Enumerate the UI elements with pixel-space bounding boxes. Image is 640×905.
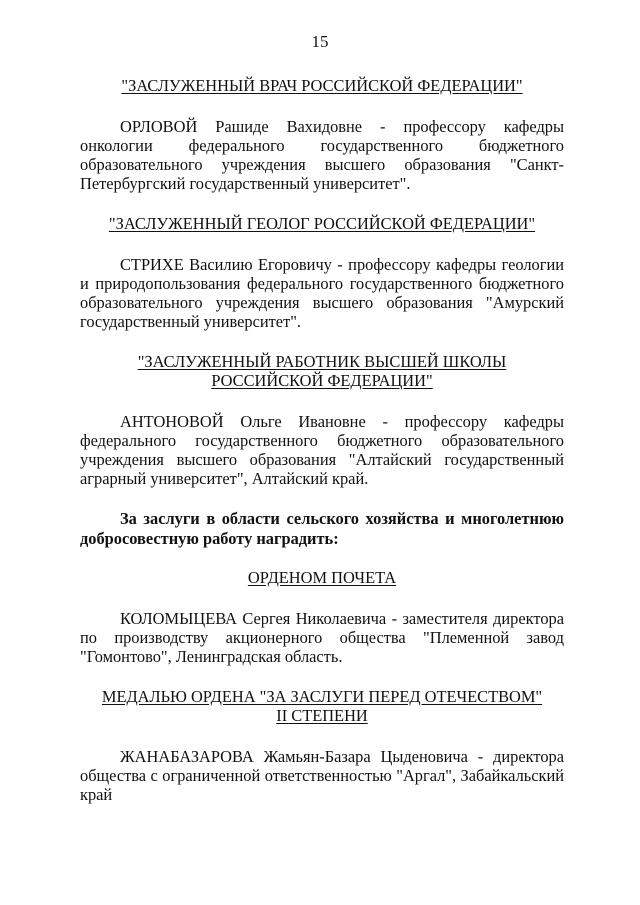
award-heading-line: II СТЕПЕНИ xyxy=(276,706,368,725)
award-heading-order-of-honor: ОРДЕНОМ ПОЧЕТА xyxy=(247,568,397,587)
section-text-honored-doctor: ОРЛОВОЙ Рашиде Вахидовне - профессору кафедры онкологии федерального государственного бюджетного образовательного учреждения высшего образования "Санкт-Петербургский государственный университет". xyxy=(80,117,564,193)
section-heading-honored-geologist: "ЗАСЛУЖЕННЫЙ ГЕОЛОГ РОССИЙСКОЙ ФЕДЕРАЦИИ" xyxy=(108,214,536,233)
award-text-order-of-honor: КОЛОМЫЦЕВА Сергея Николаевича - заместителя директора по производству акционерного общества "Племенной завод "Гомонтово", Ленинградская область. xyxy=(80,609,564,666)
section-text-honored-higher-school: АНТОНОВОЙ Ольге Ивановне - профессору кафедры федерального государственного бюджетного образовательного учреждения высшего образования "Алтайский государственный аграрный университет", Алтайский край. xyxy=(80,412,564,488)
section-heading-line: РОССИЙСКОЙ ФЕДЕРАЦИИ" xyxy=(211,371,433,390)
award-heading-line: МЕДАЛЬЮ ОРДЕНА "ЗА ЗАСЛУГИ ПЕРЕД ОТЕЧЕСТВОМ" xyxy=(101,687,543,706)
document-body xyxy=(80,76,564,825)
award-heading-medal-fatherland xyxy=(80,687,564,725)
section-heading-line: "ЗАСЛУЖЕННЫЙ РАБОТНИК ВЫСШЕЙ ШКОЛЫ xyxy=(137,352,507,371)
section-text-honored-geologist: СТРИХЕ Василию Егоровичу - профессору кафедры геологии и природопользования федерального государственного бюджетного образовательного учреждения высшего образования "Амурский государственный университет". xyxy=(80,255,564,331)
page-number: 15 xyxy=(311,32,329,51)
section-heading-honored-doctor: "ЗАСЛУЖЕННЫЙ ВРАЧ РОССИЙСКОЙ ФЕДЕРАЦИИ" xyxy=(121,76,523,95)
award-text-medal-fatherland: ЖАНАБАЗАРОВА Жамьян-Базара Цыденовича - директора общества с ограниченной ответственностью "Аргал", Забайкальский край xyxy=(80,747,564,804)
section-heading-honored-higher-school xyxy=(80,352,564,390)
decree-text: За заслуги в области сельского хозяйства и многолетнюю добросовестную работу наградить: xyxy=(80,509,564,548)
